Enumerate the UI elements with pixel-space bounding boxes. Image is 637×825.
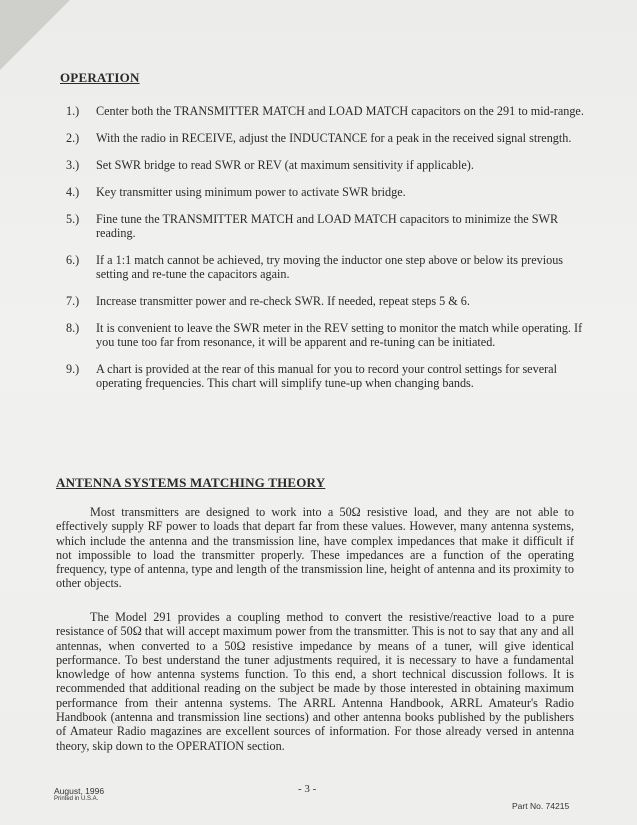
step-number: 9.) — [66, 362, 80, 376]
step-number: 8.) — [66, 321, 80, 335]
step-number: 4.) — [66, 185, 80, 199]
operation-step — [66, 212, 586, 240]
operation-step — [66, 294, 586, 308]
step-number: 6.) — [66, 253, 80, 267]
operation-steps-list — [66, 104, 586, 403]
theory-paragraph-2: The Model 291 provides a coupling method to convert the resistive/reactive load to a pure resistance of 50Ω that will accept maximum power from the transmitter. This is not to say that any and all antennas, when converted to a 50Ω resistive impedance by means of a tuner, will give identical performance. To best understand the tuner adjustments required, it is necessary to have a fundamental knowledge of how antenna systems function. To this end, a short technical discussion follows. It is recommended that additional reading on the subject be made by those interested in obtaining maximum performance from their antenna systems. The ARRL Antenna Handbook, ARRL Amateur's Radio Handbook (antenna and transmission line sections) and other antenna books published by the publishers of Amateur Radio magazines are excellent sources of information. For those already versed in antenna theory, skip down to the OPERATION section. — [56, 610, 574, 753]
step-number: 7.) — [66, 294, 80, 308]
operation-step — [66, 253, 586, 281]
step-number: 2.) — [66, 131, 80, 145]
step-text: Fine tune the TRANSMITTER MATCH and LOAD MATCH capacitors to minimize the SWR reading. — [96, 212, 559, 240]
step-text: Set SWR bridge to read SWR or REV (at maximum sensitivity if applicable). — [96, 158, 474, 172]
step-number: 5.) — [66, 212, 80, 226]
step-text: Increase transmitter power and re-check SWR. If needed, repeat steps 5 & 6. — [96, 294, 470, 308]
footer-printed: Printed in U.S.A. — [54, 796, 99, 802]
step-number: 3.) — [66, 158, 80, 172]
step-text: A chart is provided at the rear of this manual for you to record your control settings for several operating frequencies. This chart will simplify tune-up when changing bands. — [96, 362, 557, 390]
theory-heading: ANTENNA SYSTEMS MATCHING THEORY — [56, 475, 326, 490]
step-text: Key transmitter using minimum power to activate SWR bridge. — [96, 185, 406, 199]
step-text: If a 1:1 match cannot be achieved, try moving the inductor one step above or below its previous setting and re-tune the capacitors again. — [96, 253, 564, 281]
footer-date: August, 1996 — [54, 786, 105, 796]
operation-step — [66, 321, 586, 349]
step-text: With the radio in RECEIVE, adjust the INDUCTANCE for a peak in the received signal strength. — [96, 131, 572, 145]
operation-step — [66, 362, 586, 390]
step-text: It is convenient to leave the SWR meter in the REV setting to monitor the match while operating. If you tune too far from resonance, it will be apparent and re-tuning can be initiated. — [96, 321, 583, 349]
part-number: Part No. 74215 — [512, 801, 570, 811]
operation-heading: OPERATION — [60, 70, 140, 85]
folded-corner — [0, 0, 70, 70]
operation-step — [66, 185, 586, 199]
theory-paragraph-1: Most transmitters are designed to work into a 50Ω resistive load, and they are not able to effectively supply RF power to loads that depart far from these values. However, many antenna systems, which include the antenna and the transmission line, have complex impedances that make it difficult if not impossible to load the transmitter properly. These impedances are a function of the operating frequency, type of antenna, type and length of the transmission line, height of antenna and its proximity to other objects. — [56, 505, 574, 591]
step-text: Center both the TRANSMITTER MATCH and LOAD MATCH capacitors on the 291 to mid-range. — [96, 104, 584, 118]
step-number: 1.) — [66, 104, 80, 118]
page-number: - 3 - — [298, 783, 317, 795]
operation-step — [66, 104, 586, 118]
operation-step — [66, 158, 586, 172]
operation-step — [66, 131, 586, 145]
